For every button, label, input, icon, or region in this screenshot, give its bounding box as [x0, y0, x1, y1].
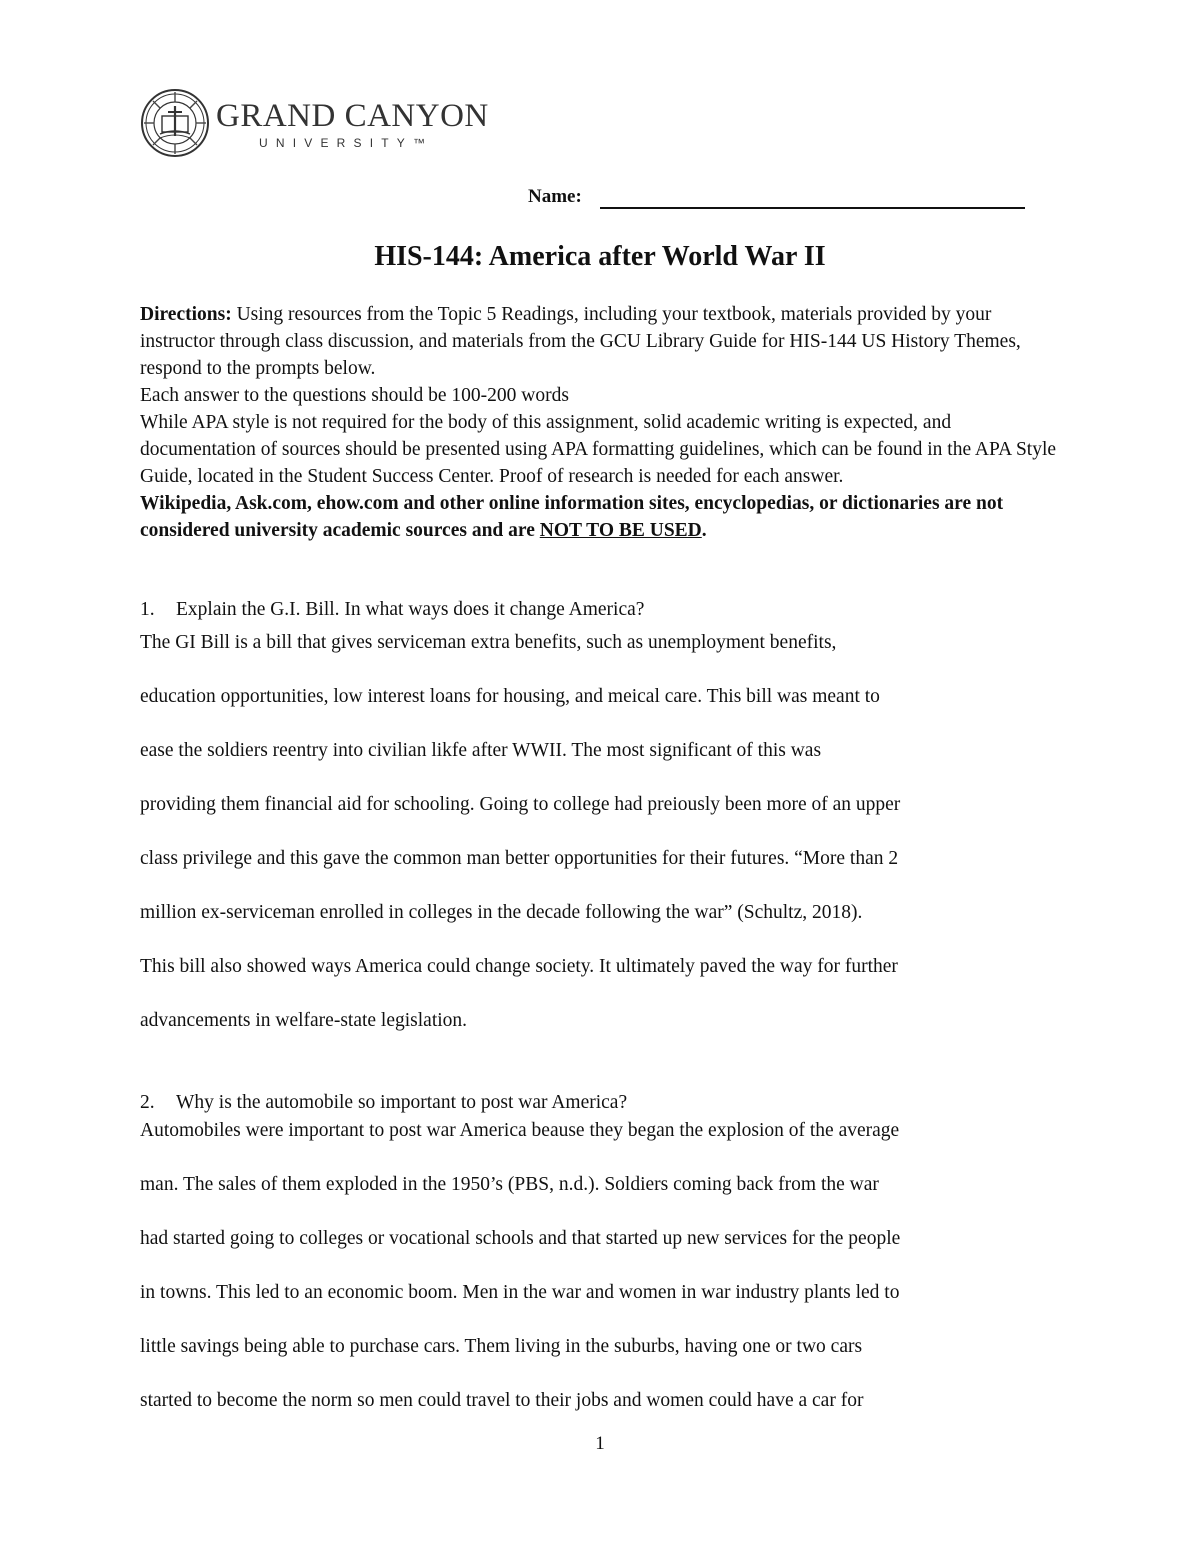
answer-line: providing them financial aid for schooling. Going to college had preiously been more of an upper: [140, 794, 901, 815]
answer-line: in towns. This led to an economic boom. Men in the war and women in war industry plants led to: [140, 1282, 900, 1303]
document-title: HIS-144: America after World War II: [374, 241, 826, 272]
answer-line: advancements in welfare-state legislation.: [140, 1010, 468, 1031]
answer-line: had started going to colleges or vocational schools and that started up new services for the people: [140, 1228, 901, 1249]
answer-line: The GI Bill is a bill that gives serviceman extra benefits, such as unemployment benefits,: [140, 632, 837, 653]
logo-wordmark: GRAND CANYON: [216, 98, 489, 134]
answer-line: Automobiles were important to post war America beause they began the explosion of the average: [140, 1120, 900, 1141]
sources-warning: [140, 490, 1070, 544]
sources-warning-text: Wikipedia, Ask.com, ehow.com and other online information sites, encyclopedias, or dictionaries are not considered university academic sources and are: [140, 493, 1004, 541]
apa-note: While APA style is not required for the body of this assignment, solid academic writing is expected, and documentation of sources should be presented using APA formatting guidelines, which can be found in the APA Style Guide, located in the Student Success Center. Proof of research is needed for each answer.: [140, 412, 1057, 487]
question-2: [140, 1089, 627, 1116]
answer-line: class privilege and this gave the common man better opportunities for their futures. “More than 2: [140, 848, 899, 869]
directions-block: [140, 301, 1070, 544]
directions-paragraph: [140, 301, 1070, 382]
university-logo: [140, 88, 489, 160]
question-number: 2.: [140, 1092, 155, 1113]
answer-line: education opportunities, low interest loans for housing, and meical care. This bill was meant to: [140, 686, 880, 707]
answer-line: million ex-serviceman enrolled in colleges in the decade following the war” (Schultz, 2018).: [140, 902, 863, 923]
answer-2: [140, 1117, 1065, 1441]
answer-line: ease the soldiers reentry into civilian likfe after WWII. The most significant of this was: [140, 740, 822, 761]
directions-label: Directions:: [140, 304, 232, 325]
sources-warning-emphasis: NOT TO BE USED: [539, 520, 702, 541]
university-seal-icon: [140, 88, 210, 158]
question-prompt: Explain the G.I. Bill. In what ways does it change America?: [176, 599, 645, 620]
directions-text: Using resources from the Topic 5 Readings, including your textbook, materials provided by your instructor through class discussion, and materials from the GCU Library Guide for HIS-144 US History Themes, respond to the prompts below.: [140, 304, 1021, 379]
answer-line: little savings being able to purchase cars. Them living in the suburbs, having one or two cars: [140, 1336, 863, 1357]
question-1: [140, 596, 644, 623]
question-number: 1.: [140, 599, 155, 620]
answer-line: man. The sales of them exploded in the 1950’s (PBS, n.d.). Soldiers coming back from the war: [140, 1174, 879, 1195]
answer-line: started to become the norm so men could travel to their jobs and women could have a car for: [140, 1390, 864, 1411]
name-label: Name:: [528, 186, 582, 207]
answer-1: [140, 629, 1065, 1061]
answer-line: This bill also showed ways America could change society. It ultimately paved the way for further: [140, 956, 898, 977]
question-prompt: Why is the automobile so important to post war America?: [176, 1092, 628, 1113]
sources-warning-end: .: [701, 520, 707, 541]
name-blank-line: [600, 207, 1025, 209]
page-number: 1: [595, 1433, 605, 1454]
word-count-note: Each answer to the questions should be 100-200 words: [140, 385, 569, 406]
logo-subtitle: UNIVERSITY™: [259, 136, 434, 150]
